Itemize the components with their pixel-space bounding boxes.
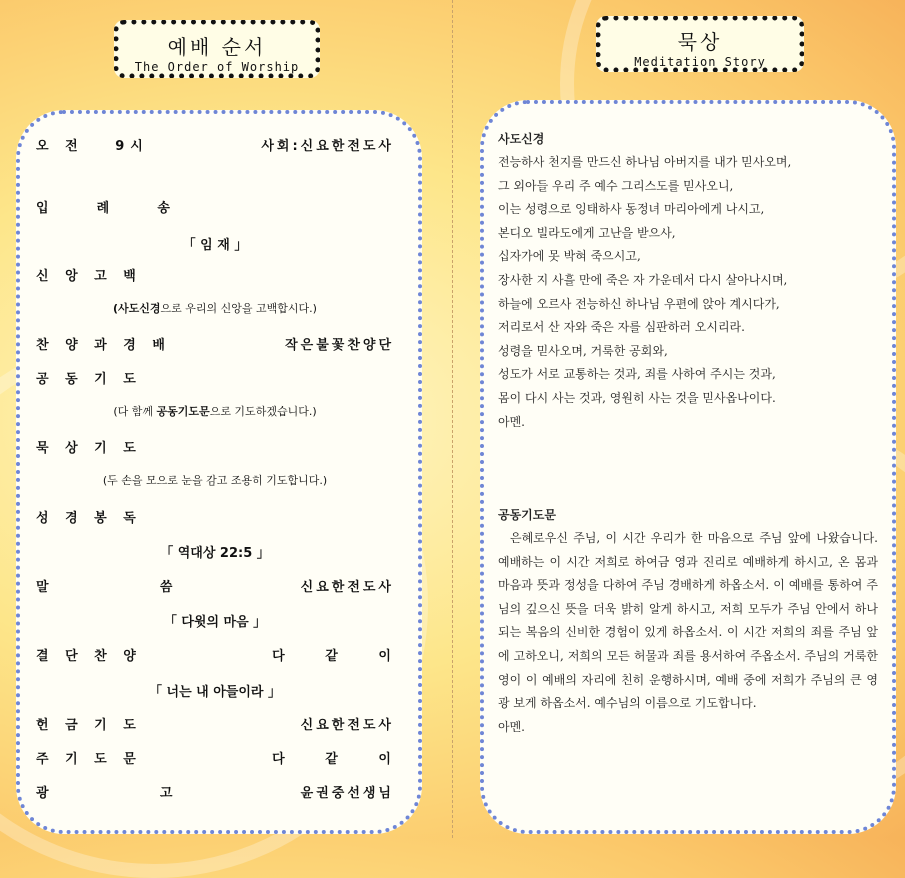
order-of-worship-title-ko: 예배 순서 [167,35,267,59]
offering-by: 신요한전도사 [300,718,394,733]
sermon-preacher: 신요한전도사 [300,580,394,595]
creed-line: 하늘에 오르사 전능하신 하나님 우편에 앉아 계시다가, [498,296,780,311]
offering-row [36,714,394,734]
order-of-worship-title-en: The Order of Worship [134,60,300,74]
creed-line: 본디오 빌라도에게 고난을 받으사, [498,225,676,240]
service-time: 오 전 9시 [36,139,149,154]
order-of-worship-title [114,20,320,78]
creed-line: 장사한 지 사흘 만에 죽은 자 가운데서 다시 살아나시며, [498,272,788,287]
lords-prayer-by: 다 같 이 [272,752,394,767]
creed-line: 성도가 서로 교통하는 것과, 죄를 사하여 주시는 것과, [498,367,776,382]
creed-row [36,265,394,285]
service-host: 사회:신요한전도사 [261,139,394,154]
reading-row [36,507,394,527]
section-presence: 「 임 재 」 [182,238,248,253]
response-hymn-title: 「 너는 내 아들이라 」 [148,685,281,700]
response-hymn-label: 결 단 찬 양 [36,649,142,664]
common-prayer-heading: 공동기도문 [498,508,556,522]
common-prayer-note [36,403,394,419]
meditation-note: (두 손을 모으로 눈을 감고 조용히 기도합니다.) [102,474,328,487]
creed-line: 성령을 믿사오며, 거룩한 공회와, [498,343,668,358]
page-fold-divider [452,0,453,838]
creed-note-bold: (사도신경 [113,302,161,315]
announcement-by: 윤권중선생님 [300,786,394,801]
sermon-row [36,576,394,596]
common-prayer-label: 공 동 기 도 [36,372,142,387]
praise-leader: 작은불꽃찬양단 [285,338,394,353]
meditation-story-title-ko: 묵상 [677,30,723,54]
creed-line: 아멘. [498,414,525,429]
creed-line: 몸이 다시 사는 것과, 영원히 사는 것을 믿사옵나이다. [498,390,776,405]
lords-prayer-label: 주 기 도 문 [36,752,142,767]
service-time-row [36,135,394,155]
praise-label: 찬 양 과 경 배 [36,338,171,353]
creed-label: 신 앙 고 백 [36,269,142,284]
meditation-row [36,437,394,457]
meditation-story-title-en: Meditation Story [634,55,766,69]
common-prayer-text [498,506,878,739]
praise-row [36,334,394,354]
creed-note [36,300,394,316]
response-hymn-by: 다 같 이 [272,649,394,664]
prayer-note-c: 으로 기도하겠습니다.) [209,405,317,418]
common-prayer-row [36,368,394,388]
creed-line: 십자가에 못 박혀 죽으시고, [498,249,641,264]
scripture-reference: 「 역대상 22:5 」 [160,546,270,561]
prayer-note-b: 공동기도문 [156,405,210,418]
sermon-label: 말 씀 [36,580,179,595]
apostles-creed-heading: 사도신경 [498,132,545,146]
creed-line: 저리로서 산 자와 죽은 자를 심판하러 오시리라. [498,320,745,335]
entrance-row [36,197,394,217]
lords-prayer-row [36,748,394,768]
apostles-creed [498,130,878,434]
creed-line: 전능하사 천지를 만드신 하나님 아버지를 내가 믿사오며, [498,155,792,169]
reading-label: 성 경 봉 독 [36,511,142,526]
common-prayer-amen: 아멘. [498,719,525,734]
announcement-row [36,782,394,802]
meditation-label: 묵 상 기 도 [36,441,142,456]
entrance-label: 입 례 송 [36,201,176,216]
response-hymn-row [36,645,394,665]
announcement-label: 광 고 [36,786,179,801]
prayer-note-a: (다 함께 [113,405,157,418]
meditation-story-title [596,16,804,72]
creed-note-rest: 으로 우리의 신앙을 고백합시다.) [160,302,317,315]
offering-label: 헌 금 기 도 [36,718,142,733]
creed-line: 이는 성령으로 잉태하사 동정녀 마리아에게 나시고, [498,202,765,217]
common-prayer-body: 은혜로우신 주님, 이 시간 우리가 한 마음으로 주님 앞에 나왔습니다. 예배하는 이 시간 저희로 하여금 영과 진리로 예배하게 하시고, 온 몸과 마음과 뜻과 정성을 다하여 주님 경배하게 하옵소서. 이 예배를 통하여 주님의 깊으신 뜻을 더욱 밝히 알게 하시고, 저희 모두가 주님 안에서 하나 되는 복음의 신비한 경험이 있게 하옵소서. 이 시간 저희의 죄를 주님 앞에 고하오니, 저희의 모든 허물과 죄를 용서하여 주옵소서. 주님의 거룩한 영이 이 예배의 자리에 친히 운행하시며, 예배 중에 저희가 주님의 큰 영광 보게 하옵소서. 예수님의 이름으로 기도합니다. [498,531,878,711]
sermon-title: 「 다윗의 마음 」 [163,615,267,630]
creed-line: 그 외아들 우리 주 예수 그리스도를 믿사오니, [498,178,734,193]
